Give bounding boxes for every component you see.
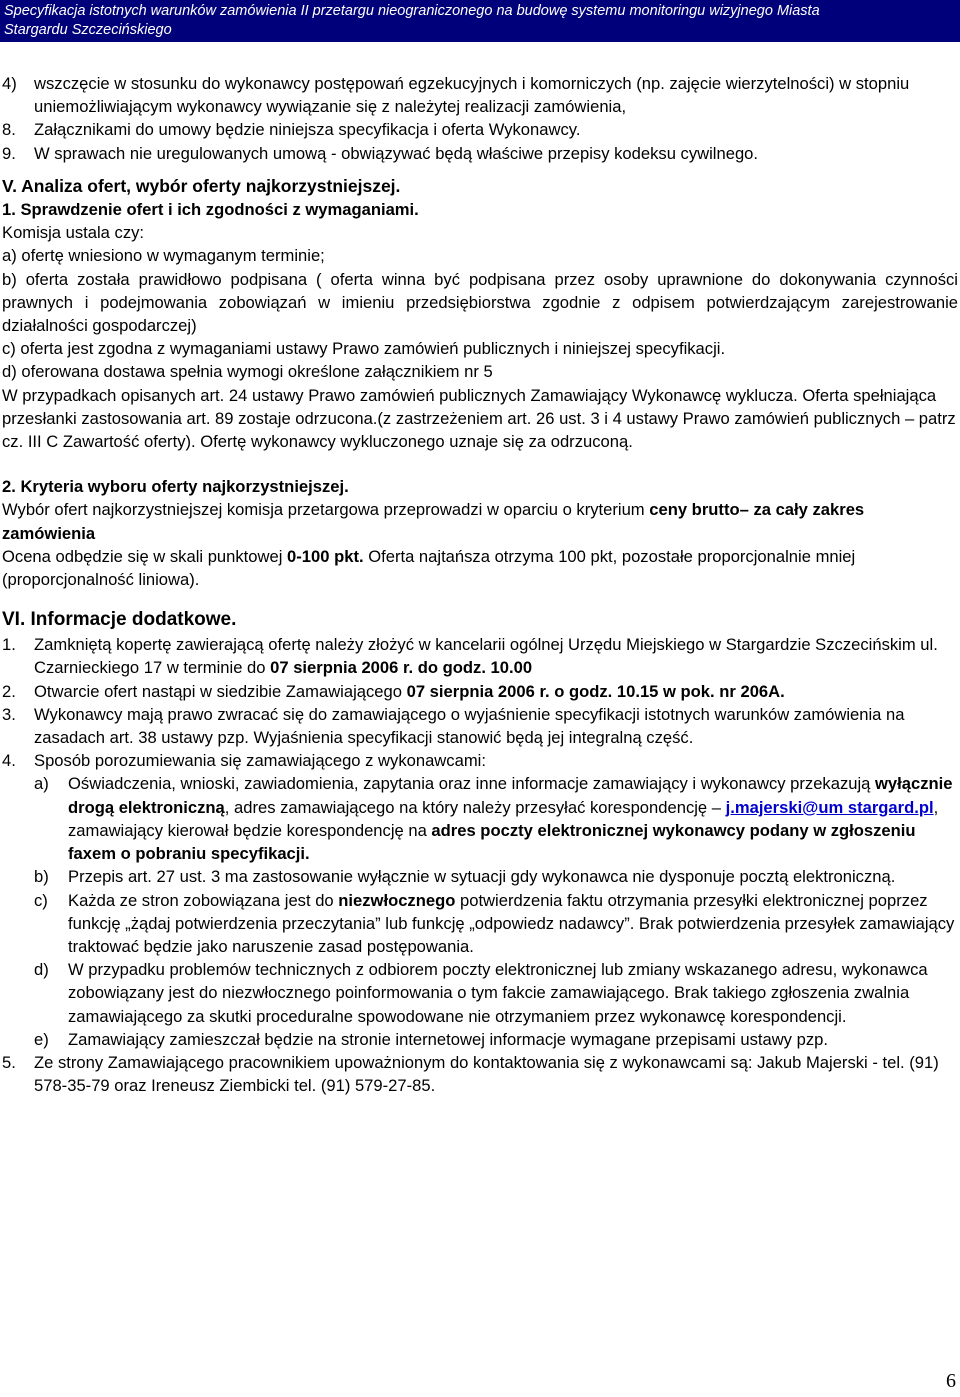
paragraph: c) oferta jest zgodna z wymaganiami ustawy Prawo zamówień publicznych i niniejszej specyfikacji. (2, 339, 726, 359)
list-item: 4) wszczęcie w stosunku do wykonawcy postępowań egzekucyjnych i komorniczych (np. zajęcie wierzytelności) w stopniu uniemożliwiającym wykonawcy wywiązanie się z należytej realizacji zamówienia, (2, 74, 910, 117)
subsection-2-title: 2. Kryteria wyboru oferty najkorzystniejszej. (2, 477, 349, 497)
email-link[interactable]: j.majerski@um stargard.pl (725, 797, 934, 817)
paragraph: b) oferta została prawidłowo podpisana ( oferta winna być podpisana przez osoby uprawnione do dokonywania czynności prawnych i podejmowania zobowiązań w imieniu przedsiębiorstwa zgodnie z odpisem potwierdzającym zarejestrowanie działalności gospodarczej) (2, 269, 958, 336)
sub-list-item: a) Oświadczenia, wnioski, zawiadomienia, zapytania oraz inne informacje zamawiający i wykonawcy przekazują wyłącznie drogą elektroniczną, adres zamawiającego na który należy przesyłać korespondencję – j.majerski@um stargard.pl, zamawiający kierował będzie korespondencję na adres poczty elektronicznej wykonawcy podany w zgłoszeniu faxem o pobraniu specyfikacji. (34, 774, 953, 864)
paragraph: W przypadkach opisanych art. 24 ustawy Prawo zamówień publicznych Zamawiający Wykonawcę wyklucza. Oferta spełniająca przesłanki zastosowania art. 89 zostaje odrzucona.(z zastrzeżeniem art. 26 ust. 3 i 4 ustawy Prawo zamówień publicznych – patrz cz. III C Zawartość oferty). Ofertę wykonawcy wykluczonego uznaje się za odrzuconą. (2, 385, 956, 452)
header-line-2: Stargardu Szczecińskiego (4, 22, 172, 38)
document-header (0, 0, 960, 42)
page-number: 6 (946, 1369, 956, 1392)
sub-list-item: c) Każda ze stron zobowiązana jest do niezwłocznego potwierdzenia faktu otrzymania przesyłki elektronicznej poprzez funkcję „żądaj potwierdzenia przeczytania” lub funkcję „odpowiedz nadawcy”. Brak potwierdzenia przesyłek zamawiający traktować będzie jako naruszenie zasad postępowania. (34, 890, 955, 956)
list-item: 4. Sposób porozumiewania się zamawiającego z wykonawcami: (2, 751, 486, 771)
list-item: 3. Wykonawcy mają prawo zwracać się do zamawiającego o wyjaśnienie specyfikacji istotnych warunków zamówienia na zasadach art. 38 ustawy pzp. Wyjaśnienia specyfikacji stanowić będą jej integralną część. (2, 704, 905, 748)
list-item: 2. Otwarcie ofert nastąpi w siedzibie Zamawiającego 07 sierpnia 2006 r. o godz. 10.15 w pok. nr 206A. (2, 681, 785, 701)
list-item: 9. W sprawach nie uregulowanych umową - obwiązywać będą właściwe przepisy kodeksu cywilnego. (2, 143, 759, 163)
section-vi-title: VI. Informacje dodatkowe. (2, 609, 237, 631)
sub-list-item: e) Zamawiający zamieszczał będzie na stronie internetowej informacje wymagane przepisami ustawy pzp. (34, 1029, 828, 1049)
header-line-1: Specyfikacja istotnych warunków zamówienia II przetargu nieograniczonego na budowę systemu monitoringu wizyjnego Miasta (4, 3, 820, 19)
sub-list-item: b) Przepis art. 27 ust. 3 ma zastosowanie wyłącznie w sytuacji gdy wykonawca nie dysponuje pocztą elektroniczną. (34, 867, 896, 887)
paragraph: a) ofertę wniesiono w wymaganym terminie; (2, 246, 325, 266)
paragraph: d) oferowana dostawa spełnia wymogi określone załącznikiem nr 5 (2, 362, 493, 382)
list-item: 5. Ze strony Zamawiającego pracownikiem upoważnionym do kontaktowania się z wykonawcami są: Jakub Majerski - tel. (91) 578-35-79 oraz Ireneusz Ziembicki tel. (91) 579-27-85. (2, 1052, 939, 1096)
sub-list-item: d) W przypadku problemów technicznych z odbiorem poczty elektronicznej lub zmiany wskazanego adresu, wykonawca zobowiązany jest do niezwłocznego poinformowania o tym fakcie zamawiającego. Brak takiego zgłoszenia zwalnia zamawiającego za skutki proceduralne spowodowane nie otrzymaniem przez wykonawcę korespondencji. (34, 960, 928, 1026)
document-body (2, 72, 958, 1097)
paragraph: Wybór ofert najkorzystniejszej komisja przetargowa przeprowadzi w oparciu o kryterium ceny brutto– za cały zakres zamówienia (2, 500, 865, 543)
list-item: 1. Zamkniętą kopertę zawierającą ofertę należy złożyć w kancelarii ogólnej Urzędu Miejskiego w Stargardzie Szczecińskim ul. Czarnieckiego 17 w terminie do 07 sierpnia 2006 r. do godz. 10.00 (2, 635, 938, 678)
section-v-title: V. Analiza ofert, wybór oferty najkorzystniejszej. (2, 175, 401, 196)
subsection-1-title: 1. Sprawdzenie ofert i ich zgodności z wymaganiami. (2, 200, 419, 220)
paragraph: Ocena odbędzie się w skali punktowej 0-100 pkt. Oferta najtańsza otrzyma 100 pkt, pozostałe proporcjonalnie mniej (proporcjonalność liniowa). (2, 546, 856, 590)
paragraph: Komisja ustala czy: (2, 223, 145, 243)
list-item: 8. Załącznikami do umowy będzie niniejsza specyfikacja i oferta Wykonawcy. (2, 120, 581, 140)
